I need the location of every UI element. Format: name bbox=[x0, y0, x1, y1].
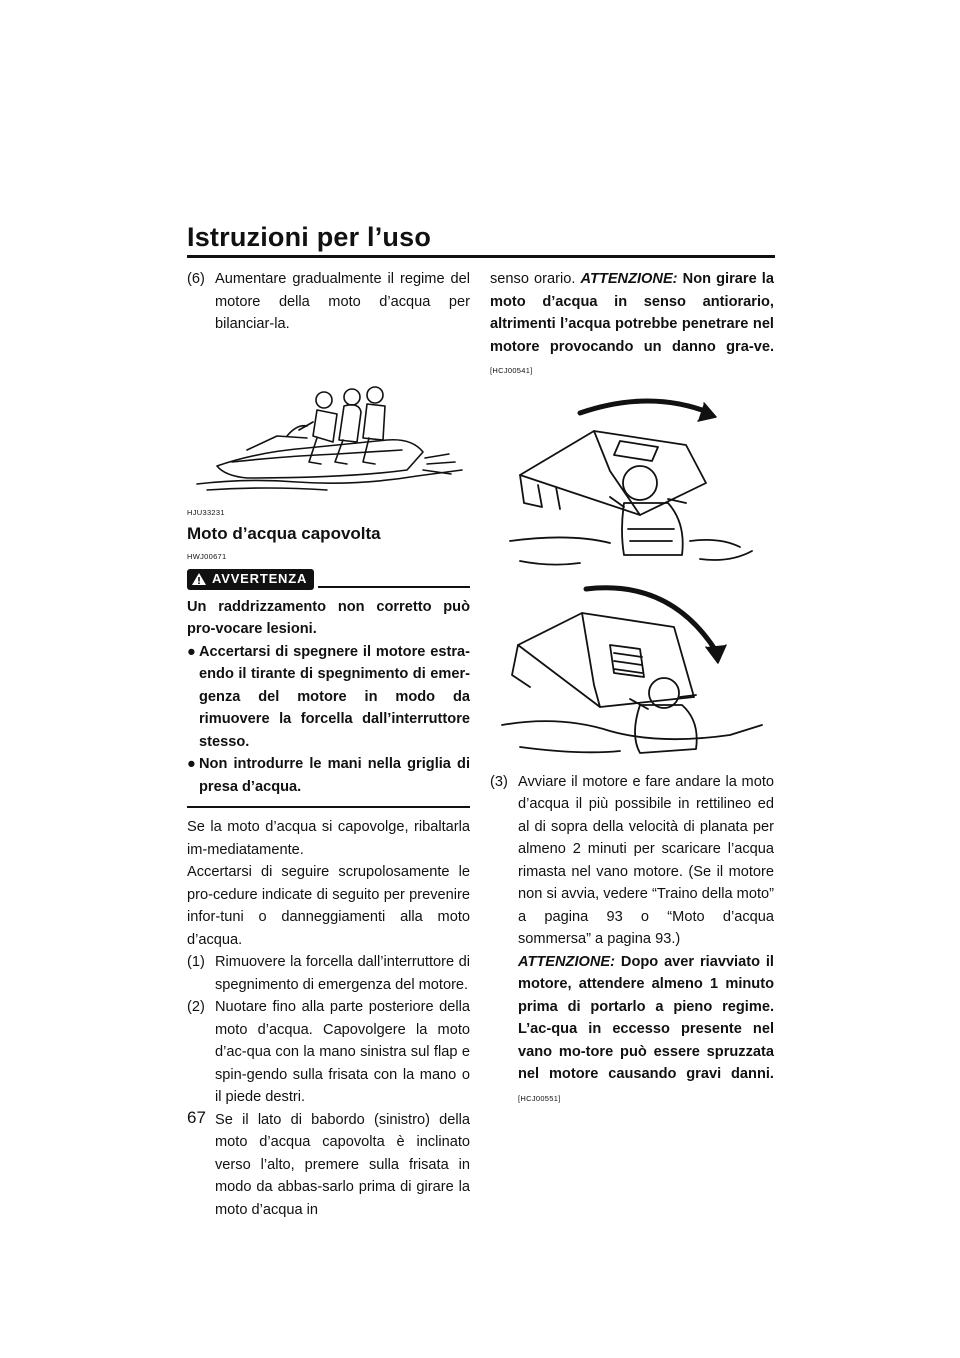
section-title: Moto d’acqua capovolta bbox=[187, 524, 381, 543]
step-6 bbox=[187, 268, 470, 336]
attention-label: ATTENZIONE: bbox=[518, 953, 616, 970]
warning-code: HWJ00671 bbox=[187, 552, 227, 561]
jetski-riders-illustration bbox=[187, 366, 470, 496]
step-text-continued: Se il lato di babordo (sinistro) della moto d’acqua capovolta è inclinato verso l’alto, premere sulla frisata in modo da abbas-sarlo prima di girare la moto d’acqua in bbox=[215, 1111, 470, 1218]
step-text: Nuotare fino alla parte posteriore della moto d’acqua. Capovolgere la moto d’ac-qua con la mano sinistra sul flap e spin-gendo sulla frisata con la mano o il piede destri. bbox=[215, 999, 470, 1105]
paragraph: Accertarsi di seguire scrupolosamente le pro-cedure indicate di seguito per prevenire infor-tuni o danneggiamenti alla moto d’acqua. bbox=[187, 864, 470, 948]
step-text: Aumentare gradualmente il regime del motore della moto d’acqua per bilanciar-la. bbox=[215, 271, 470, 332]
warning-header bbox=[187, 569, 470, 590]
step-number: (2) bbox=[187, 999, 205, 1015]
step-attention bbox=[518, 951, 774, 1111]
attention-label: ATTENZIONE: bbox=[580, 271, 678, 287]
paragraph: Se la moto d’acqua si capovolge, ribaltarla im-mediatamente. bbox=[187, 819, 470, 858]
step-number: (1) bbox=[187, 954, 205, 970]
warning-badge bbox=[187, 569, 314, 590]
warning-triangle-icon bbox=[191, 572, 207, 586]
attention-code: [HCJ00551] bbox=[518, 1093, 561, 1103]
page-header: Istruzioni per l’uso bbox=[187, 222, 432, 252]
left-column bbox=[187, 268, 470, 1221]
step-number: (3) bbox=[490, 773, 508, 790]
step-1 bbox=[187, 951, 470, 996]
warning-label: AVVERTENZA bbox=[212, 570, 308, 586]
warning-box bbox=[187, 569, 470, 809]
righting-jetski-illustration-1 bbox=[490, 391, 774, 569]
continued-text: senso orario. bbox=[490, 271, 576, 287]
section-code: HJU33231 bbox=[187, 507, 225, 517]
attention-paragraph bbox=[490, 268, 774, 383]
page-number: 67 bbox=[187, 1108, 206, 1127]
attention-text: Dopo aver riavviato il motore, attendere almeno 1 minuto prima di portarlo a pieno regime. L’ac-qua in eccesso presente nel vano mo-tore può essere spruzzata nel motore causando gravi danni. bbox=[518, 953, 774, 1082]
righting-jetski-illustration-2 bbox=[490, 575, 774, 765]
bullet-dot: ● bbox=[187, 756, 196, 772]
attention-text: Non girare la moto d’acqua in senso antiorario, altrimenti l’acqua potrebbe penetrare nel motore provocando un danno gra-ve. bbox=[490, 271, 774, 355]
warning-intro: Un raddrizzamento non corretto può pro-vocare lesioni. bbox=[187, 598, 470, 637]
step-text: Rimuovere la forcella dall’interruttore di spegnimento di emergenza del motore. bbox=[215, 954, 470, 993]
right-column bbox=[490, 268, 774, 1110]
bullet-text: Non introdurre le mani nella griglia di presa d’acqua. bbox=[199, 756, 470, 795]
step-text: Avviare il motore e fare andare la moto d’acqua il più possibile in rettilineo ed al di sopra della velocità di planata per almeno 2 minuti per scaricare l’acqua rimasta nel vano motore. (Se il motore non si avvia, vedere “Traino della moto” a pagina 93 o “Moto d’acqua sommersa” a pagina 93.) bbox=[518, 773, 774, 947]
warning-body bbox=[187, 590, 470, 809]
warning-bullet bbox=[187, 753, 470, 798]
step-2 bbox=[187, 996, 470, 1221]
step-number: (6) bbox=[187, 271, 205, 287]
bullet-dot: ● bbox=[187, 643, 196, 660]
step-3 bbox=[490, 771, 774, 1111]
attention-code: [HCJ00541] bbox=[490, 366, 533, 375]
header-rule bbox=[187, 255, 775, 258]
bullet-text: Accertarsi di spegnere il motore estra-endo il tirante di spegnimento di emer-genza del motore in modo da rimuovere la forcella dall’interruttore stesso. bbox=[199, 643, 470, 750]
warning-rule bbox=[318, 586, 470, 588]
warning-bullet bbox=[187, 641, 470, 754]
